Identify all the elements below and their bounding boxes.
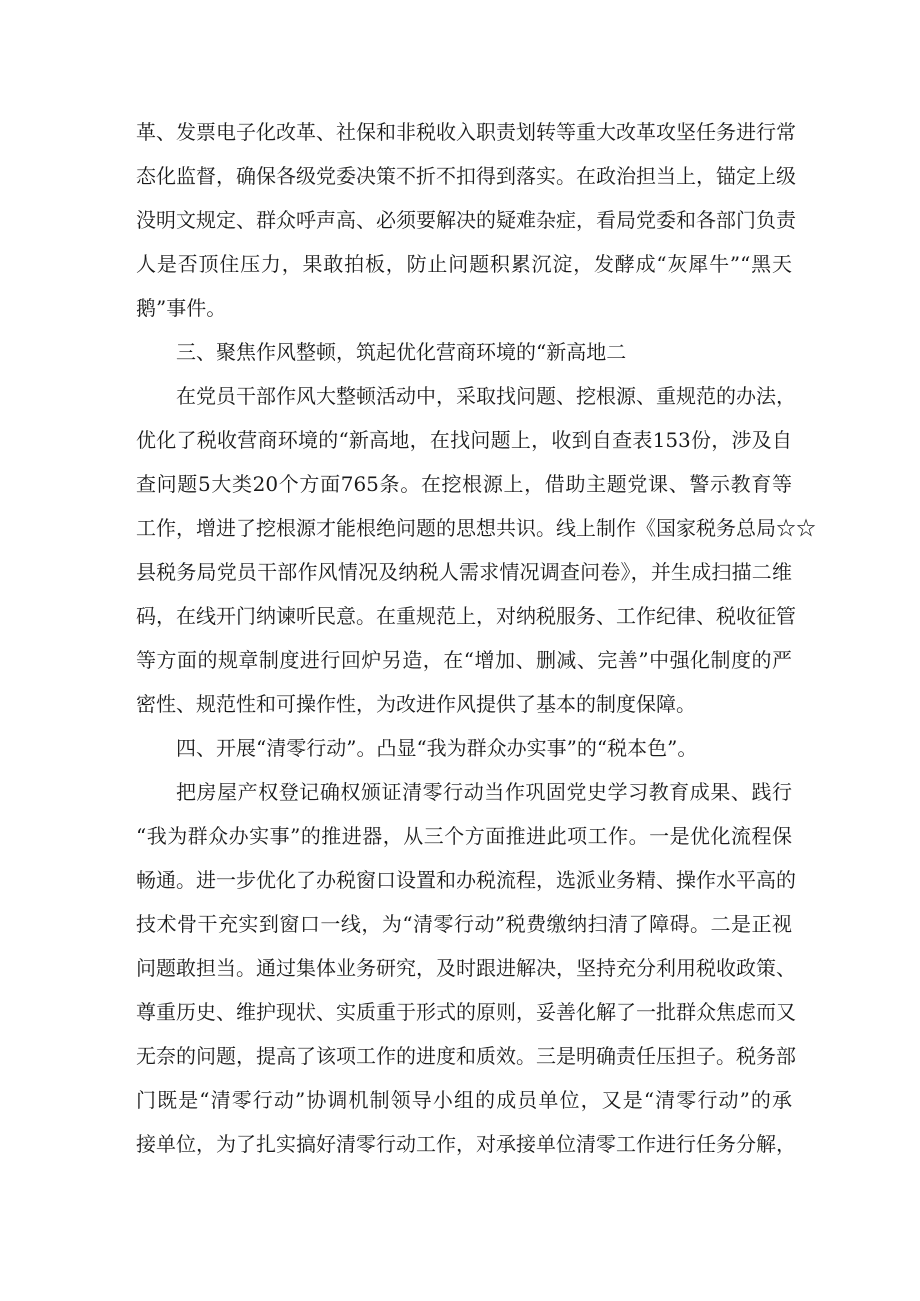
text-line: 没明文规定、群众呼声高、必须要解决的疑难杂症，看局党委和各部门负责 xyxy=(136,208,796,232)
text-line: 技术骨干充实到窗口一线，为“清零行动”税费缴纳扫清了障碍。二是正视 xyxy=(136,912,792,936)
text-line: 革、发票电子化改革、社保和非税收入职责划转等重大改革攻坚任务进行常 xyxy=(136,120,796,144)
text-line: 优化了税收营商环境的“新高地，在找问题上，收到自查表153份，涉及自 xyxy=(136,428,792,452)
text-line: 人是否顶住压力，果敢拍板，防止问题积累沉淀，发酵成“灰犀牛”“黑天 xyxy=(136,252,792,276)
text-line: 无奈的问题，提高了该项工作的进度和质效。三是明确责任压担子。税务部 xyxy=(136,1044,796,1068)
section-heading-3 xyxy=(136,330,792,374)
text-line: 工作，增进了挖根源才能根绝问题的思想共识。线上制作《国家税务总局☆☆ xyxy=(136,516,816,540)
text-line: 畅通。进一步优化了办税窗口设置和办税流程，选派业务精、操作水平高的 xyxy=(136,868,796,892)
text-line: 鹅”事件。 xyxy=(136,296,227,320)
document-page xyxy=(136,110,816,1166)
text-line: “我为群众办实事”的推进器，从三个方面推进此项工作。一是优化流程保 xyxy=(136,824,792,848)
text-line: 尊重历史、维护现状、实质重于形式的原则，妥善化解了一批群众焦虑而又 xyxy=(136,1000,796,1024)
heading-line: 三、聚焦作风整顿，筑起优化营商环境的“新高地二 xyxy=(176,340,627,364)
text-line: 县税务局党员干部作风情况及纳税人需求情况调查问卷》，并生成扫描二维 xyxy=(136,560,792,584)
text-line: 密性、规范性和可操作性，为改进作风提供了基本的制度保障。 xyxy=(136,692,696,716)
text-line: 问题敢担当。通过集体业务研究，及时跟进解决，坚持充分利用税收政策、 xyxy=(136,956,796,980)
paragraph-p3 xyxy=(136,770,796,1166)
section-heading-4 xyxy=(136,726,792,770)
paragraph-p2 xyxy=(136,374,816,726)
text-line: 把房屋产权登记确权颁证清零行动当作巩固党史学习教育成果、践行 xyxy=(176,780,792,804)
text-line: 接单位，为了扎实搞好清零行动工作，对承接单位清零工作进行任务分解， xyxy=(136,1132,796,1156)
text-line: 在党员干部作风大整顿活动中，采取找问题、挖根源、重规范的办法， xyxy=(176,384,796,408)
text-line: 门既是“清零行动”协调机制领导小组的成员单位，又是“清零行动”的承 xyxy=(136,1088,792,1112)
heading-line: 四、开展“清零行动”。凸显“我为群众办实事”的“税本色”。 xyxy=(176,736,698,760)
text-line: 等方面的规章制度进行回炉另造，在“增加、删减、完善”中强化制度的严 xyxy=(136,648,792,672)
paragraph-p1 xyxy=(136,110,796,330)
text-line: 码，在线开门纳谏听民意。在重规范上，对纳税服务、工作纪律、税收征管 xyxy=(136,604,796,628)
text-line: 态化监督，确保各级党委决策不折不扣得到落实。在政治担当上，锚定上级 xyxy=(136,164,796,188)
text-line: 查问题5大类20个方面765条。在挖根源上，借助主题党课、警示教育等 xyxy=(136,472,792,496)
